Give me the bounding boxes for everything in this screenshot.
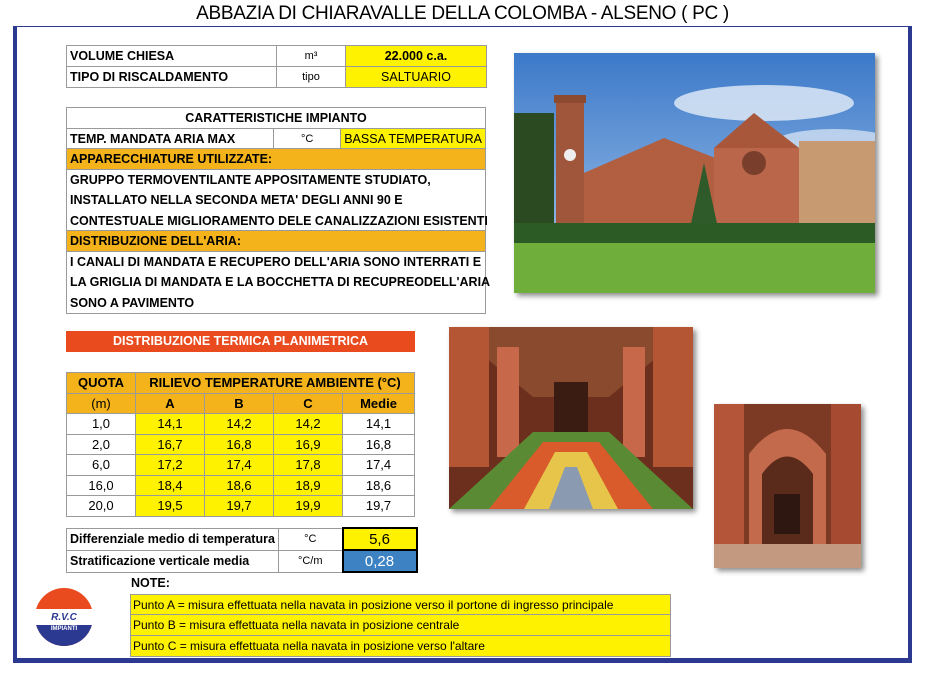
info-unit: tipo xyxy=(277,67,346,88)
value-cell-a: 17,2 xyxy=(136,455,205,476)
table-row xyxy=(67,434,415,455)
table-header-row xyxy=(67,373,415,394)
temp-mandata-label: TEMP. MANDATA ARIA MAX xyxy=(67,129,274,149)
value-cell-medie: 18,6 xyxy=(343,475,415,496)
stratificazione-unit: °C/m xyxy=(279,550,343,572)
temp-mandata-unit: °C xyxy=(274,129,341,149)
info-value: 22.000 c.a. xyxy=(346,46,487,67)
value-cell-medie: 19,7 xyxy=(343,496,415,517)
value-cell-medie: 16,8 xyxy=(343,434,415,455)
apparecchiature-line: GRUPPO TERMOVENTILANTE APPOSITAMENTE STUDIATO, xyxy=(70,172,431,187)
summary-table xyxy=(66,527,418,573)
temp-mandata-value: BASSA TEMPERATURA xyxy=(341,129,485,149)
temp-mandata-row xyxy=(67,129,485,150)
note-item: Punto A = misura effettuata nella navata in posizione verso il portone di ingresso principale xyxy=(130,594,671,615)
value-cell-c: 17,8 xyxy=(274,455,343,476)
notes-label: NOTE: xyxy=(131,576,170,590)
distribuzione-line: SONO A PAVIMENTO xyxy=(70,295,195,310)
table-row xyxy=(67,475,415,496)
info-row-volume xyxy=(67,46,487,67)
note-item: Punto C = misura effettuata nella navata in posizione verso l'altare xyxy=(130,636,671,657)
quota-cell: 16,0 xyxy=(67,475,136,496)
info-table xyxy=(66,45,487,88)
value-cell-a: 18,4 xyxy=(136,475,205,496)
value-cell-c: 14,2 xyxy=(274,414,343,435)
distribuzione-line: LA GRIGLIA DI MANDATA E LA BOCCHETTA DI RECUPREODELL'ARIA xyxy=(70,275,491,289)
distribuzione-header: DISTRIBUZIONE DELL'ARIA: xyxy=(67,231,485,252)
info-value: SALTUARIO xyxy=(346,67,487,88)
differenziale-value: 5,6 xyxy=(343,528,417,550)
value-cell-a: 19,5 xyxy=(136,496,205,517)
stratificazione-row xyxy=(67,550,417,572)
quota-cell: 6,0 xyxy=(67,455,136,476)
differenziale-unit: °C xyxy=(279,528,343,550)
quota-cell: 20,0 xyxy=(67,496,136,517)
col-header-a: A xyxy=(136,393,205,414)
stratificazione-label: Stratificazione verticale media xyxy=(67,550,279,572)
logo-text-bottom: IMPIANTI xyxy=(50,626,78,632)
rvc-logo xyxy=(34,578,94,656)
info-label: VOLUME CHIESA xyxy=(67,46,277,67)
info-unit: m³ xyxy=(277,46,346,67)
value-cell-c: 16,9 xyxy=(274,434,343,455)
impianto-header: CARATTERISTICHE IMPIANTO xyxy=(67,108,485,129)
stratificazione-value: 0,28 xyxy=(343,550,417,572)
value-cell-medie: 17,4 xyxy=(343,455,415,476)
table-row xyxy=(67,496,415,517)
value-cell-a: 16,7 xyxy=(136,434,205,455)
apparecchiature-header: APPARECCHIATURE UTILIZZATE: xyxy=(67,149,485,170)
quota-unit: (m) xyxy=(67,393,136,414)
info-row-riscaldamento xyxy=(67,67,487,88)
table-subheader-row xyxy=(67,393,415,414)
value-cell-medie: 14,1 xyxy=(343,414,415,435)
page-title: ABBAZIA DI CHIARAVALLE DELLA COLOMBA - ALSENO ( PC ) xyxy=(13,0,912,27)
value-cell-b: 17,4 xyxy=(205,455,274,476)
col-header-medie: Medie xyxy=(343,393,415,414)
value-cell-b: 16,8 xyxy=(205,434,274,455)
value-cell-b: 14,2 xyxy=(205,414,274,435)
value-cell-b: 19,7 xyxy=(205,496,274,517)
quota-header: QUOTA xyxy=(67,373,136,394)
table-row xyxy=(67,414,415,435)
apparecchiature-line: CONTESTUALE MIGLIORAMENTO DELE CANALIZZAZIONI ESISTENTI xyxy=(67,211,485,232)
differenziale-row xyxy=(67,528,417,550)
interior-arches-photo xyxy=(714,404,861,568)
apparecchiature-line: INSTALLATO NELLA SECONDA META' DEGLI ANNI 90 E xyxy=(70,193,403,207)
distribuzione-line: I CANALI DI MANDATA E RECUPERO DELL'ARIA SONO INTERRATI E xyxy=(70,254,482,269)
col-header-c: C xyxy=(274,393,343,414)
value-cell-c: 19,9 xyxy=(274,496,343,517)
interior-flower-carpet-photo xyxy=(449,327,693,509)
abbey-exterior-photo xyxy=(514,53,875,293)
logo-text-top: R.V.C xyxy=(51,612,77,623)
section-title: DISTRIBUZIONE TERMICA PLANIMETRICA xyxy=(66,331,415,352)
notes-list xyxy=(130,594,671,657)
quota-cell: 2,0 xyxy=(67,434,136,455)
differenziale-label: Differenziale medio di temperatura xyxy=(67,528,279,550)
quota-cell: 1,0 xyxy=(67,414,136,435)
col-header-b: B xyxy=(205,393,274,414)
impianto-box xyxy=(66,107,491,314)
value-cell-c: 18,9 xyxy=(274,475,343,496)
value-cell-b: 18,6 xyxy=(205,475,274,496)
info-label: TIPO DI RISCALDAMENTO xyxy=(67,67,277,88)
rilievo-header: RILIEVO TEMPERATURE AMBIENTE (°C) xyxy=(136,373,415,394)
temperature-table xyxy=(66,372,415,517)
value-cell-a: 14,1 xyxy=(136,414,205,435)
note-item: Punto B = misura effettuata nella navata in posizione centrale xyxy=(130,615,671,636)
table-row xyxy=(67,455,415,476)
